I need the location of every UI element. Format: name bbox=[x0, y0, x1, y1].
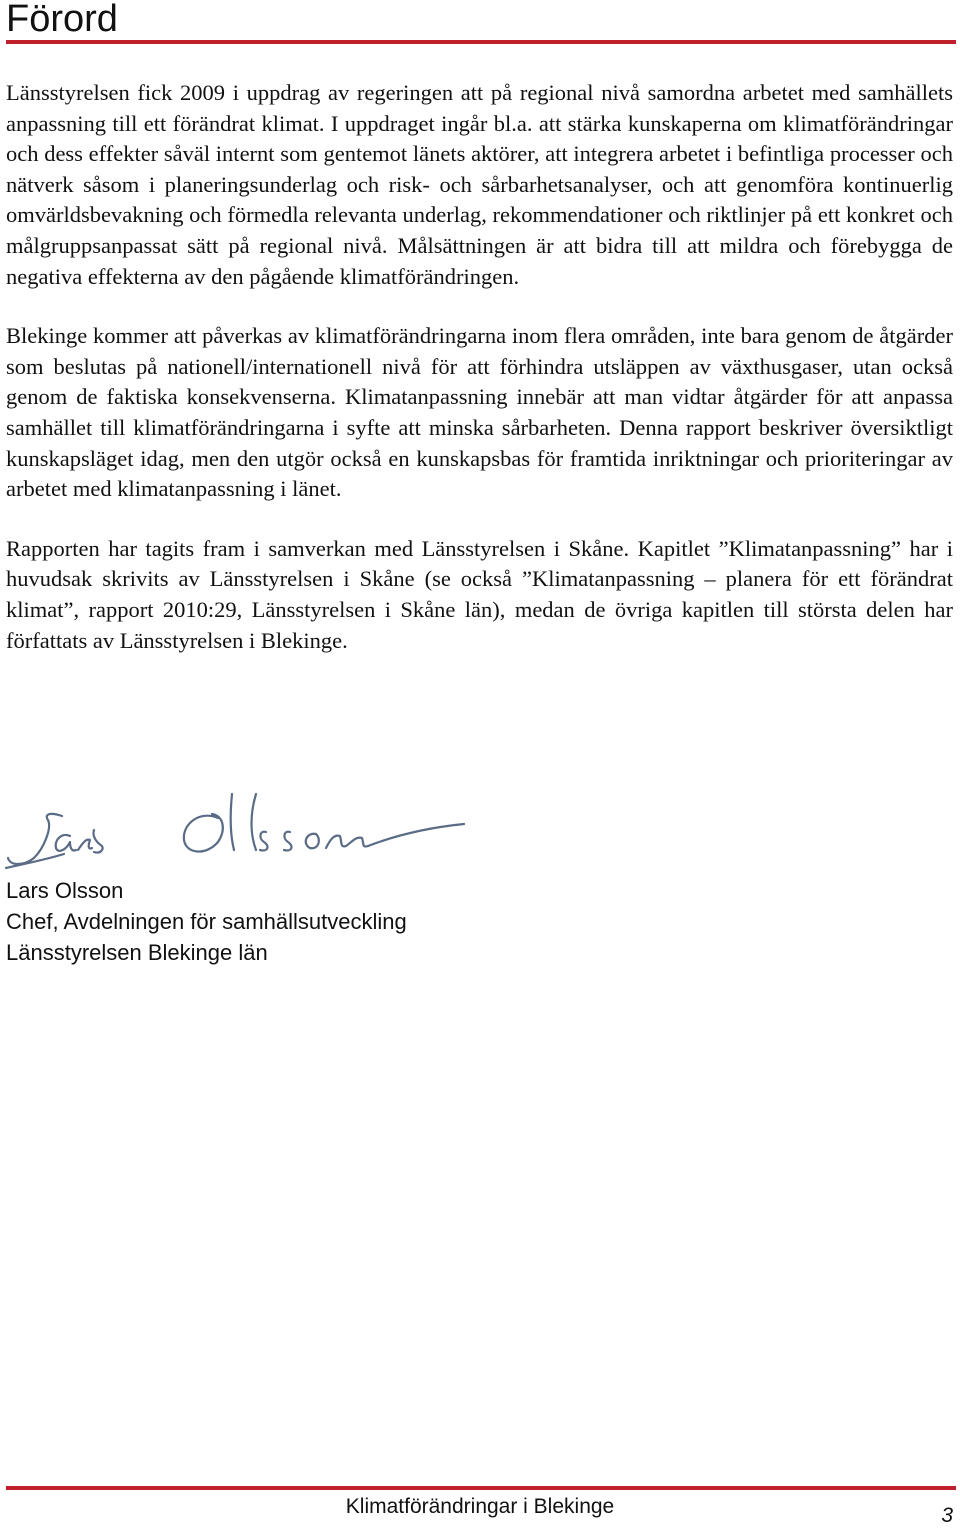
paragraph: Blekinge kommer att påverkas av klimatförändringarna inom flera områden, inte bara genom de åtgärder som beslutas på nationell/internationell nivå för att förhindra utsläppen av växthusgaser, utan också genom de faktiska konsekvenserna. Klimatanpassning innebär att man vidtar åtgärder för att anpassa samhället till klimatförändringarna i syfte att minska sårbarheten. Denna rapport beskriver översiktligt kunskapsläget idag, men den utgör också en kunskapsbas för framtida inriktningar och prioriteringar av arbetet med klimatanpassning i länet. bbox=[6, 323, 953, 502]
paragraph: Länsstyrelsen fick 2009 i uppdrag av regeringen att på regional nivå samordna arbetet med samhällets anpassning till ett förändrat klimat. I uppdraget ingår bl.a. att stärka kunskaperna om klimatförändringar och dess effekter såväl internt som gentemot länets aktörer, att integrera arbetet i befintliga processer och nätverk såsom i planeringsunderlag och risk- och sårbarhetsanalyser, och att genomföra kontinuerlig omvärldsbevakning och förmedla relevanta underlag, rekommendationer och riktlinjer på ett konkret och målgruppsanpassat sätt på regional nivå. Målsättningen är att bidra till att mildra och förebygga de negativa effekterna av den pågående klimatförändringen. bbox=[6, 80, 953, 289]
body-text bbox=[6, 78, 953, 656]
signer-block bbox=[6, 875, 407, 968]
heading-divider bbox=[6, 40, 956, 44]
footer-title: Klimatförändringar i Blekinge bbox=[345, 1495, 615, 1518]
page-number: 3 bbox=[941, 1504, 953, 1527]
page-title: Förord bbox=[6, 0, 118, 40]
footer-divider bbox=[6, 1486, 956, 1490]
signer-title: Chef, Avdelningen för samhällsutveckling bbox=[6, 909, 407, 934]
paragraph: Rapporten har tagits fram i samverkan med Länsstyrelsen i Skåne. Kapitlet ”Klimatanpassning” har i huvudsak skrivits av Länsstyrelsen i Skåne (se också ”Klimatanpassning – planera för ett förändrat klimat”, rapport 2010:29, Länsstyrelsen i Skåne län), medan de övriga kapitlen till största delen har författats av Länsstyrelsen i Blekinge. bbox=[6, 535, 953, 653]
signer-organization: Länsstyrelsen Blekinge län bbox=[6, 940, 268, 965]
signer-name: Lars Olsson bbox=[6, 878, 124, 903]
handwritten-signature bbox=[4, 784, 472, 876]
